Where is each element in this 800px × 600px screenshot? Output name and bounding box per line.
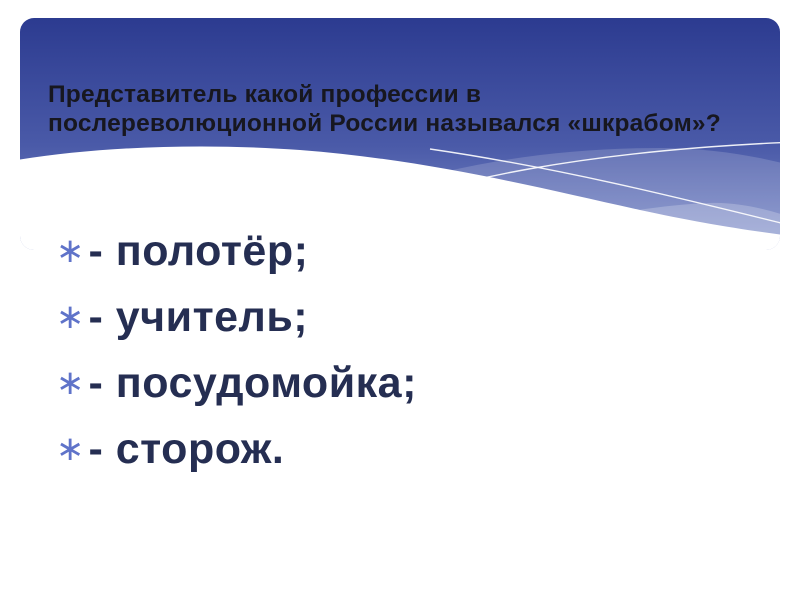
answer-label: - сторож. xyxy=(88,424,285,473)
answer-list xyxy=(56,218,417,482)
asterisk-bullet-icon: ∗ xyxy=(56,363,85,403)
list-item xyxy=(56,416,417,482)
list-item xyxy=(56,284,417,350)
asterisk-bullet-icon: ∗ xyxy=(56,429,85,469)
answer-label: - полотёр; xyxy=(88,226,309,275)
asterisk-bullet-icon: ∗ xyxy=(56,297,85,337)
list-item xyxy=(56,350,417,416)
list-item xyxy=(56,218,417,284)
slide-title: Представитель какой профессии в послереволюционной России назывался «шкрабом»? xyxy=(48,81,721,138)
asterisk-bullet-icon: ∗ xyxy=(56,231,85,271)
answer-label: - посудомойка; xyxy=(88,358,417,407)
answer-label: - учитель; xyxy=(88,292,309,341)
